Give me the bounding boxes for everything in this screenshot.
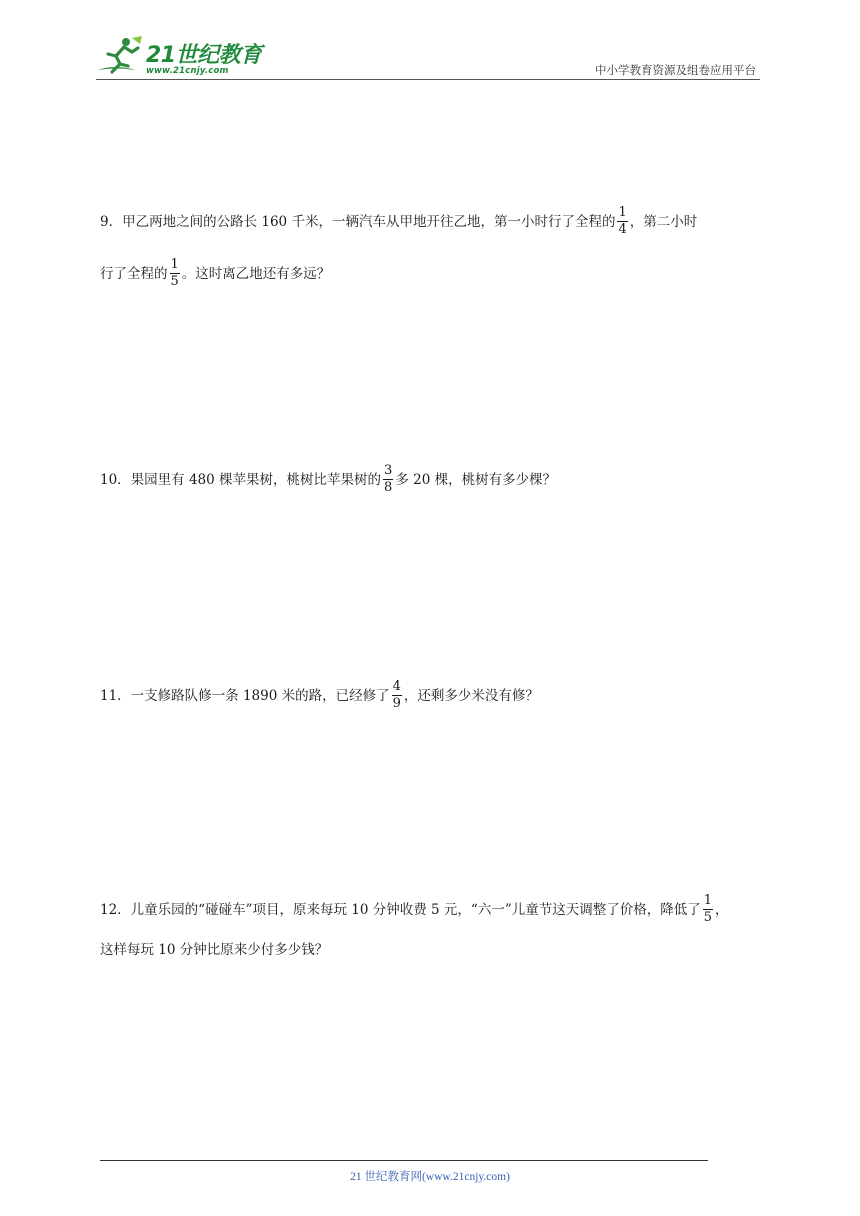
question-text: ，: [715, 901, 729, 918]
fraction: [392, 680, 402, 711]
question-text: 10．果园里有 480 棵苹果树，桃树比苹果树的: [100, 471, 382, 488]
question-line: [100, 940, 328, 960]
header-divider: [96, 79, 760, 80]
question-text: 这样每玩 10 分钟比原来少付多少钱？: [100, 942, 329, 958]
question-text: 9．甲乙两地之间的公路长 160 千米，一辆汽车从甲地开往乙地，第一小时行了全程的: [100, 213, 616, 230]
fraction-numerator: 3: [384, 463, 393, 478]
question-text: 。这时离乙地还有多远？: [181, 265, 331, 282]
question-text: ，还剩多少米没有修？: [403, 687, 539, 704]
question-line: [100, 258, 330, 289]
logo-url: www.21cnjy.com: [146, 66, 229, 76]
footer-divider: [100, 1160, 708, 1161]
fraction-numerator: 1: [618, 205, 627, 220]
platform-title: 中小学教育资源及组卷应用平台: [595, 63, 756, 77]
question-line: [100, 680, 539, 711]
fraction-numerator: 4: [392, 679, 401, 694]
logo: [96, 34, 266, 80]
fraction: [170, 258, 180, 289]
fraction: [617, 206, 627, 237]
question-line: [100, 206, 697, 237]
question-text: 12．儿童乐园的“碰碰车”项目，原来每玩 10 分钟收费 5 元，“六一”儿童节这天调整了价格，降低了: [100, 901, 701, 918]
fraction-denominator: 8: [384, 480, 393, 495]
question-line: [100, 464, 556, 495]
runner-logo-icon: [96, 34, 144, 78]
fraction-denominator: 4: [618, 222, 627, 237]
fraction-denominator: 5: [703, 910, 712, 925]
fraction-numerator: 1: [703, 893, 712, 908]
logo-text: 21世纪教育: [146, 43, 262, 68]
fraction-denominator: 9: [392, 696, 401, 711]
question-text: 多 20 棵，桃树有多少棵？: [395, 471, 557, 488]
question-text: ，第二小时: [629, 213, 698, 230]
footer-link[interactable]: 21 世纪教育网(www.21cnjy.com): [350, 1171, 510, 1183]
fraction: [703, 894, 713, 925]
question-text: 行了全程的: [100, 265, 168, 282]
question-text: 11．一支修路队修一条 1890 米的路，已经修了: [100, 687, 390, 704]
question-line: [100, 894, 729, 925]
page-header: [96, 28, 760, 80]
fraction-denominator: 5: [170, 274, 179, 289]
fraction: [383, 464, 393, 495]
fraction-numerator: 1: [170, 257, 179, 272]
